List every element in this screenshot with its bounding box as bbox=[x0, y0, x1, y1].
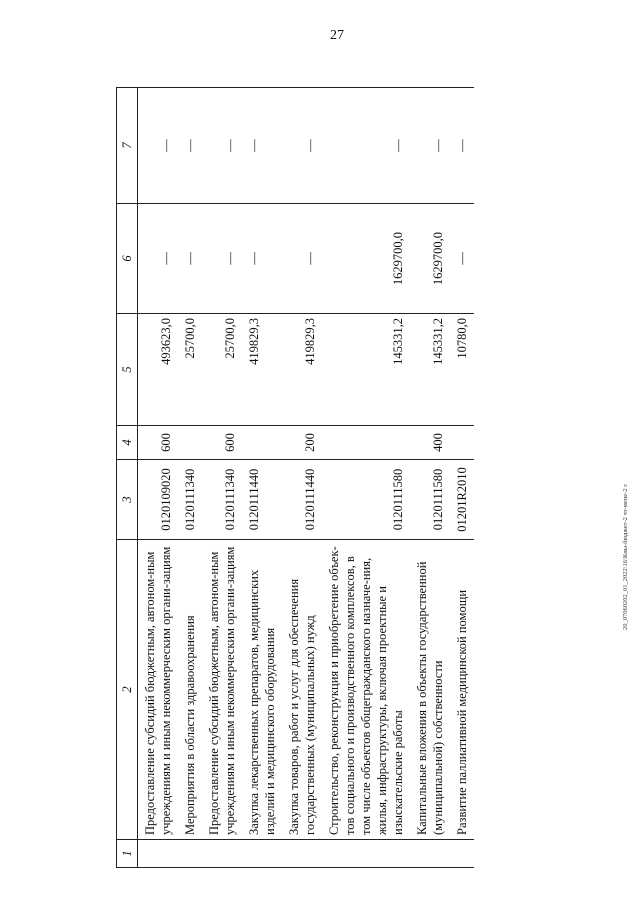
row-type: 600 bbox=[138, 426, 179, 460]
row-value-6: — bbox=[242, 204, 282, 314]
table-cell bbox=[242, 840, 282, 868]
row-name: Мероприятия в области здравоохранения bbox=[178, 540, 202, 840]
table-cell bbox=[138, 840, 179, 868]
row-value-7: — bbox=[322, 88, 410, 204]
row-type bbox=[178, 426, 202, 460]
row-type bbox=[450, 426, 474, 460]
table-row bbox=[138, 88, 179, 868]
row-value-7: — bbox=[450, 88, 474, 204]
row-name: Предоставление субсидий бюджетным, автоном-ным учреждениям и иным некоммерческим органи-зациям bbox=[202, 540, 242, 840]
table-cell bbox=[322, 840, 410, 868]
row-type: 400 bbox=[410, 426, 450, 460]
table-row bbox=[242, 88, 282, 868]
row-value-6: 1629700,0 bbox=[410, 204, 450, 314]
table-cell bbox=[410, 840, 450, 868]
row-value-7: — bbox=[242, 88, 282, 204]
row-value-7: — bbox=[138, 88, 179, 204]
document-footer-note: 20_07060202_01_2022\16\Киы-бюджет-2 чт-мене-2 с bbox=[622, 483, 629, 630]
row-type: 600 bbox=[202, 426, 242, 460]
row-value-6: — bbox=[202, 204, 242, 314]
row-value-5: 25700,0 bbox=[178, 314, 202, 426]
row-type: 200 bbox=[282, 426, 322, 460]
table-row bbox=[202, 88, 242, 868]
column-header: 6 bbox=[117, 204, 138, 314]
row-value-5: 145331,2 bbox=[410, 314, 450, 426]
column-header: 7 bbox=[117, 88, 138, 204]
row-code: 0120111340 bbox=[178, 460, 202, 540]
table-cell bbox=[282, 840, 322, 868]
table-row bbox=[450, 88, 474, 868]
table-row bbox=[322, 88, 410, 868]
table-row bbox=[410, 88, 450, 868]
row-value-5: 419829,3 bbox=[282, 314, 322, 426]
row-value-7: — bbox=[282, 88, 322, 204]
table-cell bbox=[450, 840, 474, 868]
row-value-5: 145331,2 bbox=[322, 314, 410, 426]
row-value-7: — bbox=[410, 88, 450, 204]
row-code: 0120111440 bbox=[282, 460, 322, 540]
row-code: 0120109020 bbox=[138, 460, 179, 540]
row-value-5: 10780,0 bbox=[450, 314, 474, 426]
row-code: 0120111340 bbox=[202, 460, 242, 540]
row-value-5: 419829,3 bbox=[242, 314, 282, 426]
row-value-6: 1629700,0 bbox=[322, 204, 410, 314]
row-code: 01201R2010 bbox=[450, 460, 474, 540]
page-number: 27 bbox=[330, 28, 344, 43]
table-row bbox=[178, 88, 202, 868]
row-code: 0120111440 bbox=[242, 460, 282, 540]
row-code: 0120111580 bbox=[322, 460, 410, 540]
column-header: 3 bbox=[117, 460, 138, 540]
row-value-5: 493623,0 bbox=[138, 314, 179, 426]
row-value-6: — bbox=[138, 204, 179, 314]
row-code: 0120111580 bbox=[410, 460, 450, 540]
column-header: 2 bbox=[117, 540, 138, 840]
table-cell bbox=[178, 840, 202, 868]
row-value-6: — bbox=[450, 204, 474, 314]
row-value-6: — bbox=[178, 204, 202, 314]
row-value-7: — bbox=[178, 88, 202, 204]
row-type bbox=[322, 426, 410, 460]
rotated-table-container bbox=[116, 88, 624, 868]
row-name: Развитие паллиативной медицинской помощи bbox=[450, 540, 474, 840]
row-value-5: 25700,0 bbox=[202, 314, 242, 426]
row-type bbox=[242, 426, 282, 460]
row-name: Закупка товаров, работ и услуг для обеспечения государственных (муниципальных) нужд bbox=[282, 540, 322, 840]
budget-table bbox=[116, 87, 474, 868]
column-header: 4 bbox=[117, 426, 138, 460]
table-header-row bbox=[117, 88, 138, 868]
column-header: 1 bbox=[117, 840, 138, 868]
column-header: 5 bbox=[117, 314, 138, 426]
table-row bbox=[282, 88, 322, 868]
table-cell bbox=[202, 840, 242, 868]
row-value-6: — bbox=[282, 204, 322, 314]
row-name: Закупка лекарственных препаратов, медицинских изделий и медицинского оборудования bbox=[242, 540, 282, 840]
row-name: Капитальные вложения в объекты государственной (муниципальной) собственности bbox=[410, 540, 450, 840]
row-name: Строительство, реконструкция и приобретение объек-тов социального и производственного комплексов, в том числе объектов общегражданского назначе-ния, жилья, инфраструктуры, включая проектные и изыскательские работы bbox=[322, 540, 410, 840]
row-value-7: — bbox=[202, 88, 242, 204]
row-name: Предоставление субсидий бюджетным, автоном-ным учреждениям и иным некоммерческим органи-зациям bbox=[138, 540, 179, 840]
